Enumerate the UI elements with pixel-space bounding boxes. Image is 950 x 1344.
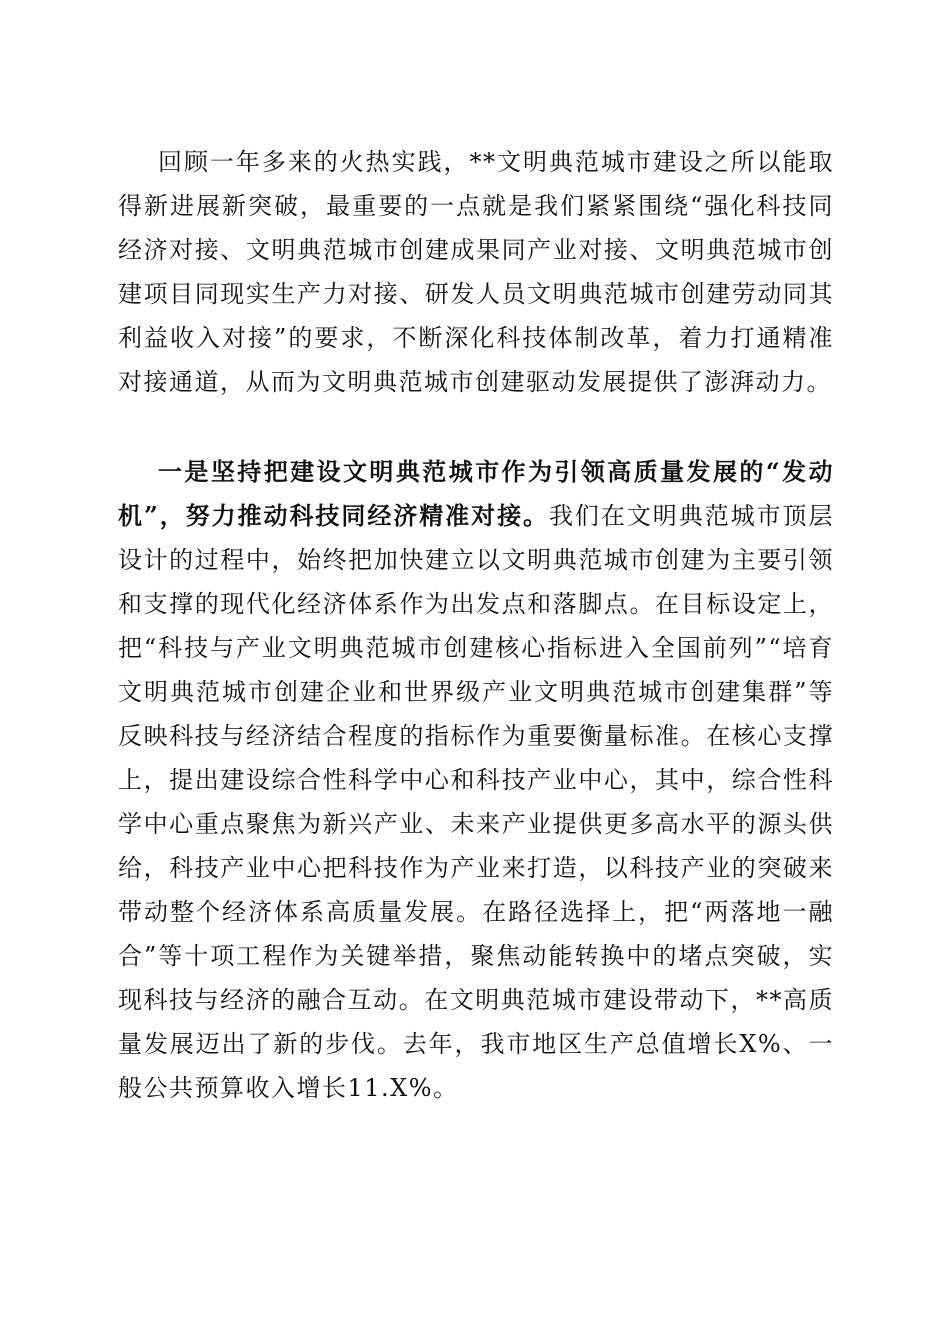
paragraph-review-text: 回顾一年多来的火热实践，**文明典范城市建设之所以能取得新进展新突破，最重要的一点就是我们紧紧围绕“强化科技同经济对接、文明典范城市创建成果同产业对接、文明典范城市创建项目同现实生产力对接、研发人员文明典范城市创建劳动同其利益收入对接”的要求，不断深化科技体制改革，着力打通精准对接通道，从而为文明典范城市创建驱动发展提供了澎湃动力。	[118, 148, 834, 396]
paragraph-point-one	[118, 450, 834, 1110]
paragraph-point-one-heading: 一是坚持把建设文明典范城市作为引领高质量发展的“发动机”，努力推动科技同经济精准对接。	[118, 457, 834, 530]
paragraph-review	[118, 140, 834, 404]
paragraph-point-one-text: 我们在文明典范城市顶层设计的过程中，始终把加快建立以文明典范城市创建为主要引领和支撑的现代化经济体系作为出发点和落脚点。在目标设定上，把“科技与产业文明典范城市创建核心指标进入全国前列”“培育文明典范城市创建企业和世界级产业文明典范城市创建集群”等反映科技与经济结合程度的指标作为重要衡量标准。在核心支撑上，提出建设综合性科学中心和科技产业中心，其中，综合性科学中心重点聚焦为新兴产业、未来产业提供更多高水平的源头供给，科技产业中心把科技作为产业来打造，以科技产业的突破来带动整个经济体系高质量发展。在路径选择上，把“两落地一融合”等十项工程作为关键举措，聚焦动能转换中的堵点突破，实现科技与经济的融合互动。在文明典范城市建设带动下，**高质量发展迈出了新的步伐。去年，我市地区生产总值增长X%、一般公共预算收入增长11.X%。	[118, 502, 834, 1102]
